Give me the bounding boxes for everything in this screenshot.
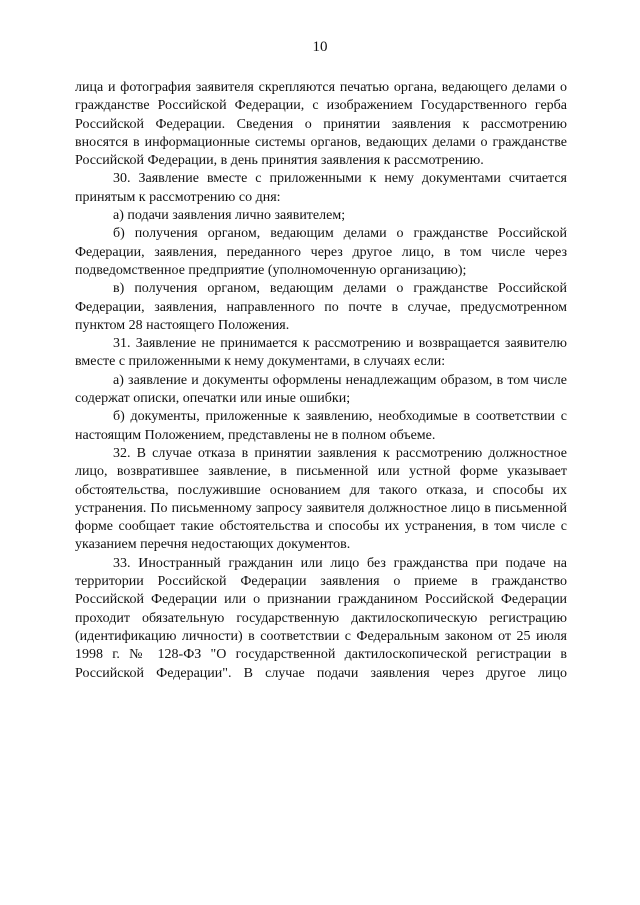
paragraph-continuation: лица и фотография заявителя скрепляются печатью органа, ведающего делами о гражданстве Российской Федерации, с изображением Государственного герба Российской Федерации. Сведения о принятии заявления к рассмотрению вносятся в информационные системы органов, ведающих делами о гражданстве Российской Федерации, в день принятия заявления к рассмотрению. (75, 80, 567, 169)
paragraph-clause-31-b: б) документы, приложенные к заявлению, необходимые в соответствии с настоящим Положением, представлены не в полном объеме. (75, 409, 567, 443)
paragraph-clause-30-b: б) получения органом, ведающим делами о гражданстве Российской Федерации, заявления, переданного через другое лицо, в том числе через подведомственное предприятие (уполномоченную организацию); (75, 226, 567, 278)
paragraph-clause-30-c: в) получения органом, ведающим делами о гражданстве Российской Федерации, заявления, направленного по почте в случае, предусмотренном пунктом 28 настоящего Положения. (75, 281, 567, 333)
page-number: 10 (312, 39, 328, 55)
paragraph-clause-30-a: а) подачи заявления лично заявителем; (113, 208, 346, 224)
document-body (75, 79, 567, 683)
paragraph-clause-31-a: а) заявление и документы оформлены ненадлежащим образом, в том числе содержат описки, опечатки или иные ошибки; (75, 372, 567, 407)
paragraph-clause-31: 31. Заявление не принимается к рассмотрению и возвращается заявителю вместе с приложенными к нему документами, в случаях если: (75, 336, 567, 370)
paragraph-clause-33: 33. Иностранный гражданин или лицо без гражданства при подаче на территории Российской Федерации заявления о приеме в гражданство Российской Федерации или о признании гражданином Российской Федерации проходит обязательную государственную дактилоскопическую регистрацию (идентификацию личности) в соответствии с Федеральным законом от 25 июля 1998 г. № 128-ФЗ "О государственной дактилоскопической регистрации в Российской Федерации". В случае подачи заявления через другое лицо (75, 555, 567, 681)
paragraph-clause-32: 32. В случае отказа в принятии заявления к рассмотрению должностное лицо, возвратившее заявление, в письменной или устной форме указывает обстоятельства, послужившие основанием для такого отказа, и способы их устранения. По письменному запросу заявителя должностное лицо в письменной форме сообщает такие обстоятельства и способы их устранения, в том числе с указанием перечня недостающих документов. (75, 445, 567, 553)
paragraph-clause-30: 30. Заявление вместе с приложенными к нему документами считается принятым к рассмотрению со дня: (75, 171, 567, 205)
